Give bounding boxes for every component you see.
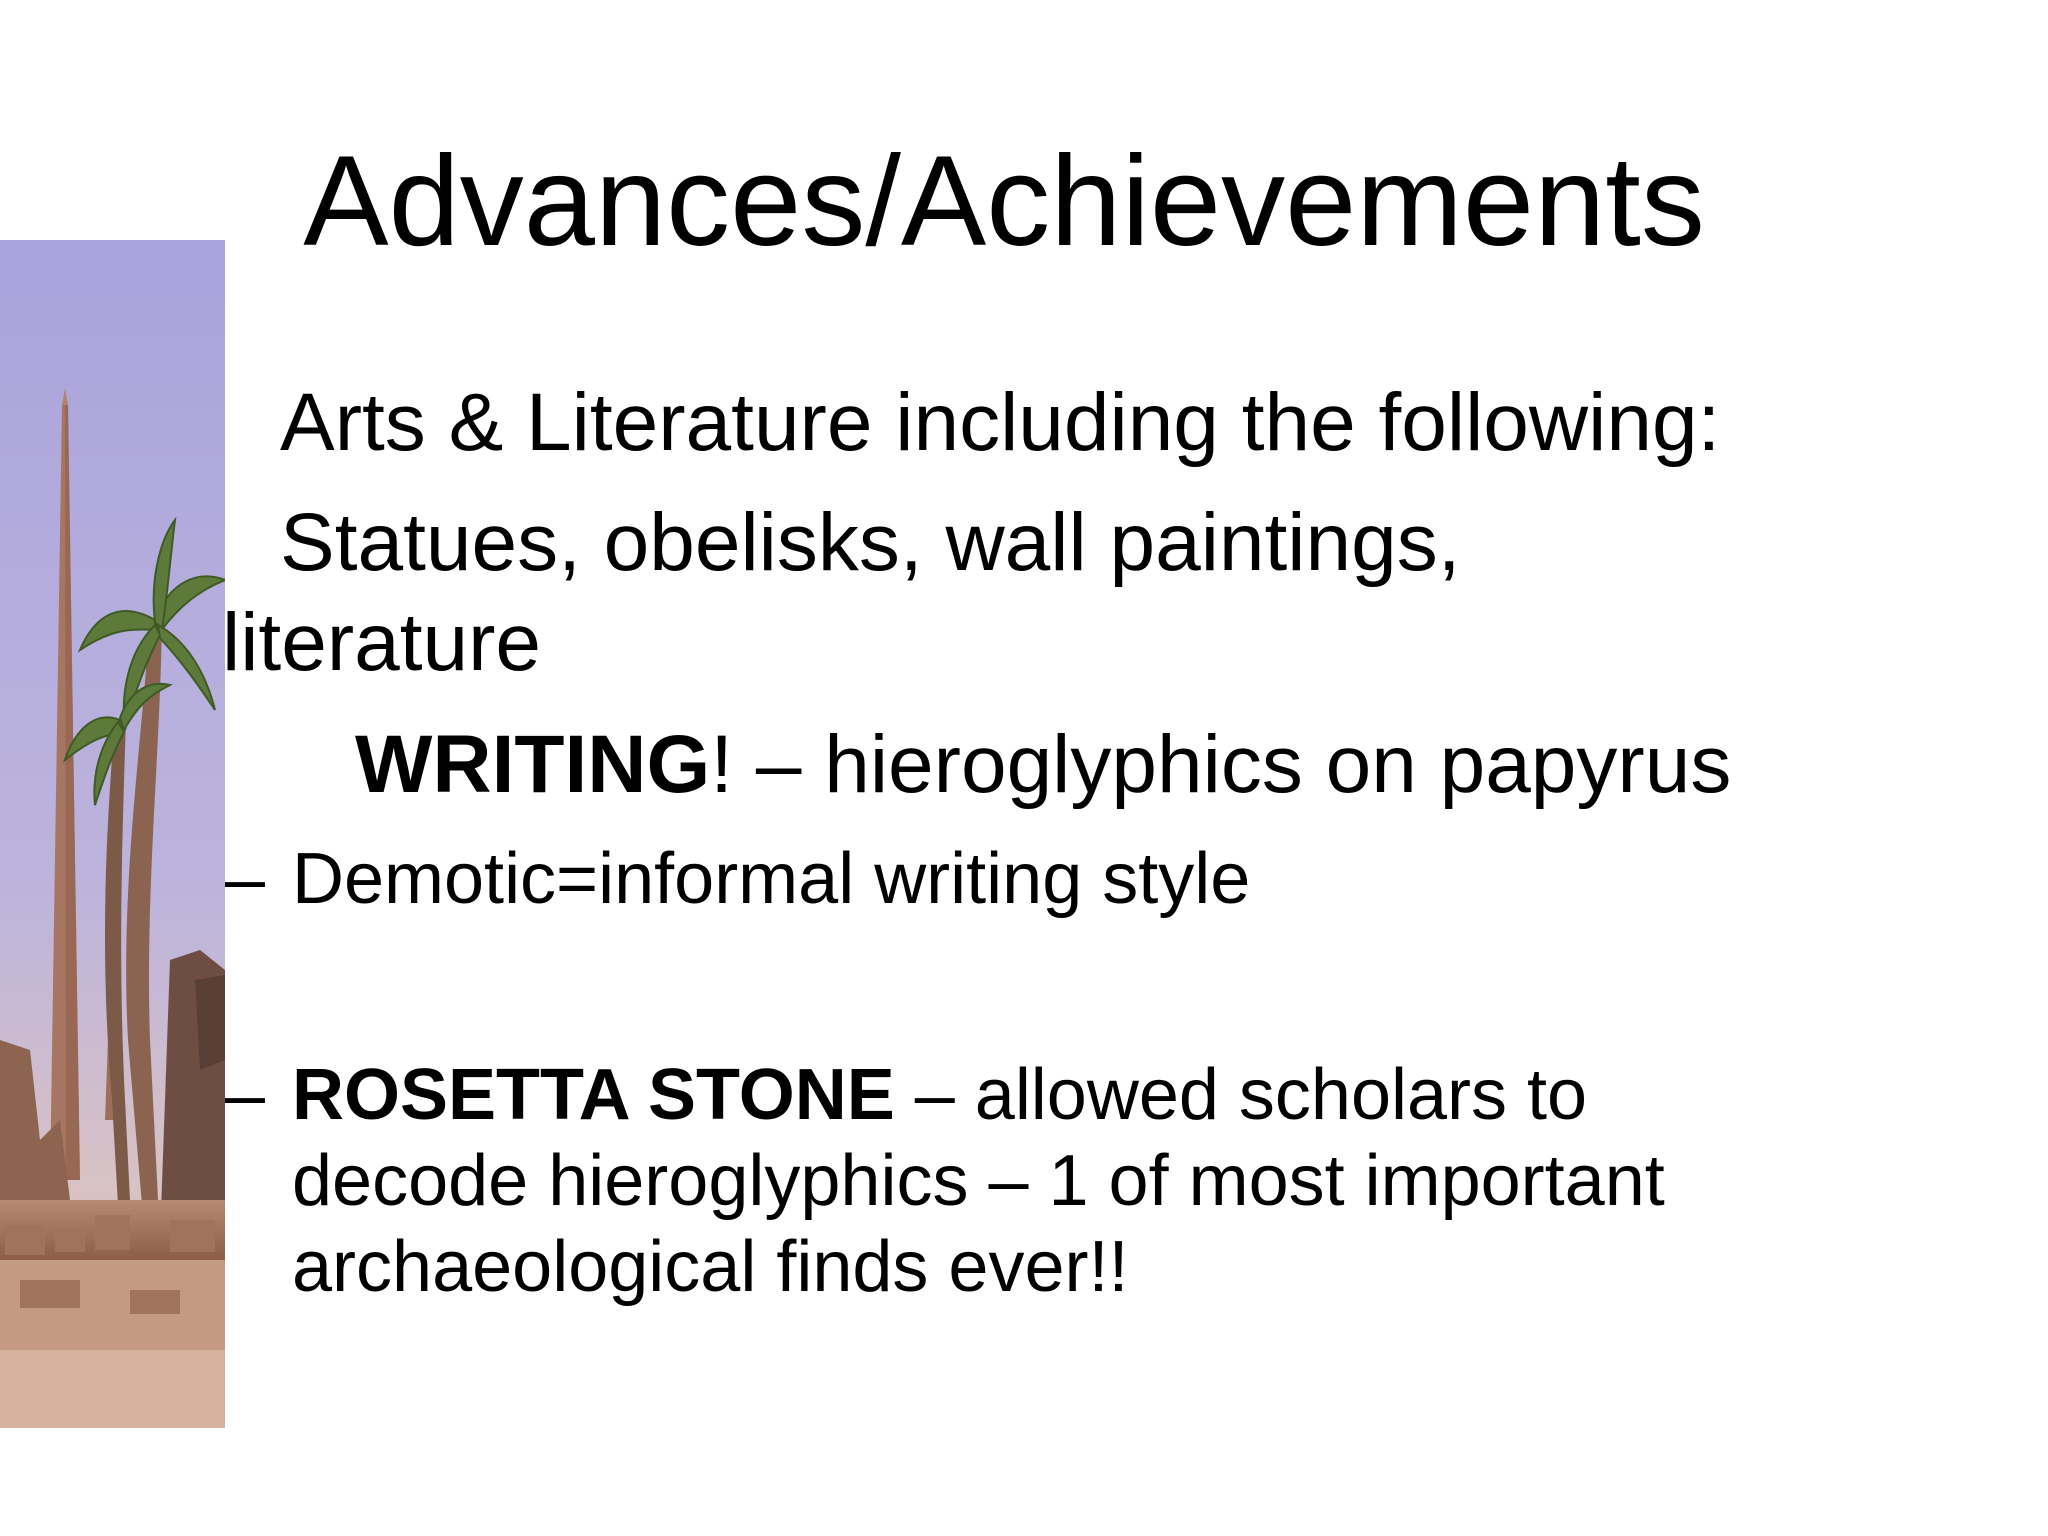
writing-rest: ! – hieroglyphics on papyrus bbox=[710, 719, 1732, 810]
intro-text: Arts & Literature including the following: bbox=[280, 377, 1721, 468]
writing-bold: WRITING bbox=[355, 719, 711, 810]
temple-obelisk-photo bbox=[0, 240, 225, 1428]
slide-title: Advances/Achievements bbox=[303, 130, 1705, 273]
statues-continuation: literature bbox=[222, 597, 542, 688]
rosetta-bold: ROSETTA STONE bbox=[292, 1055, 895, 1135]
bullet-dash: – bbox=[225, 1055, 266, 1135]
rosetta-line-2: decode hieroglyphics – 1 of most important bbox=[292, 1141, 1665, 1221]
rosetta-rest: – allowed scholars to bbox=[894, 1055, 1588, 1135]
writing-text bbox=[355, 719, 1731, 811]
statues-text: Statues, obelisks, wall paintings, bbox=[280, 497, 1461, 588]
rosetta-line-3: archaeological finds ever!! bbox=[292, 1227, 1129, 1307]
rosetta-line-1 bbox=[292, 1052, 1587, 1138]
demotic-text: Demotic=informal writing style bbox=[292, 839, 1251, 919]
bullet-dash: – bbox=[225, 839, 266, 919]
